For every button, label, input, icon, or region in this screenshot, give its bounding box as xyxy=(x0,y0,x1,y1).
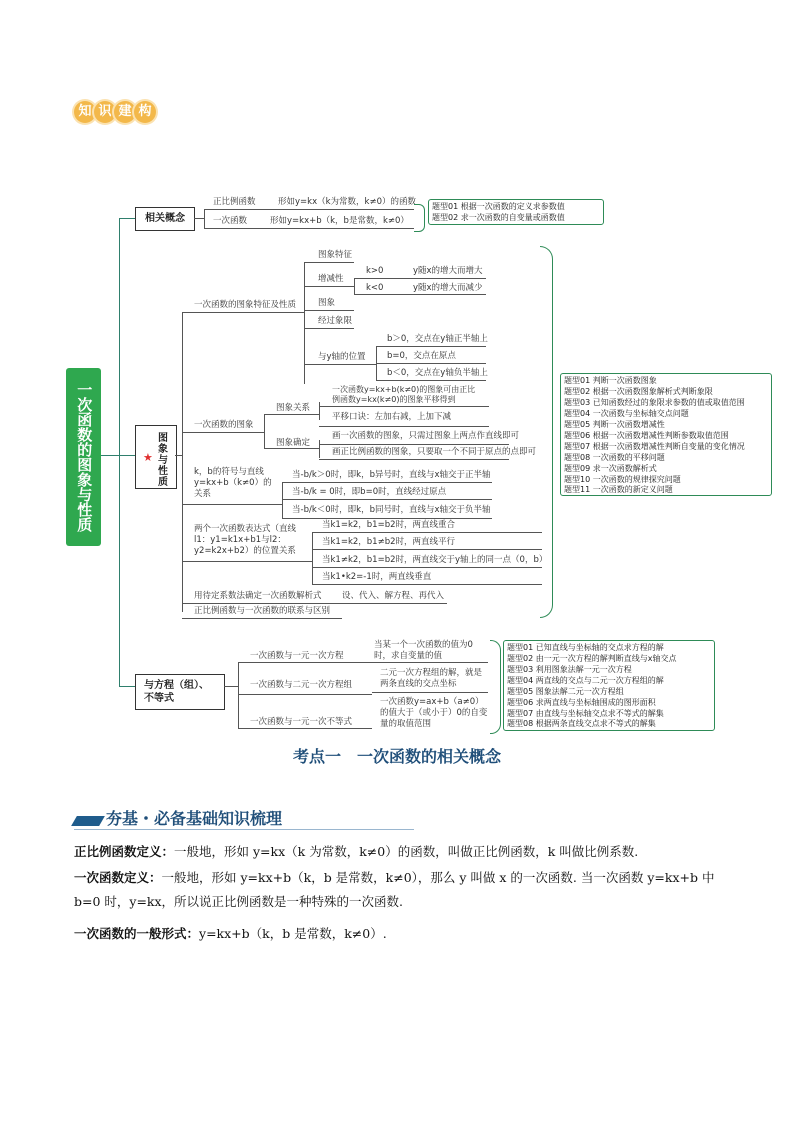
g3-title: k，b的符号与直线y=kx+b（k≠0）的关系 xyxy=(194,467,272,499)
connector xyxy=(182,603,447,604)
connector xyxy=(101,455,119,456)
connector xyxy=(264,414,265,448)
g4-c2: 当k1=k2，b1≠b2时，两直线平行 xyxy=(322,537,456,547)
connector xyxy=(376,363,486,364)
connector xyxy=(119,455,135,456)
g2-rel1: 一次函数y=kx+b(k≠0)的图象可由正比例函数y=kx(k≠0)的图象平移得到 xyxy=(332,385,476,404)
k-negative: k<0 xyxy=(366,283,384,293)
connector xyxy=(194,218,204,219)
g3-c1: 当-b/k＞0时，即k，b异号时，直线与x轴交于正半轴 xyxy=(292,470,491,480)
types-concepts xyxy=(428,199,604,225)
g2-det2: 画正比例函数的图象，只要取一个不同于原点的点即可 xyxy=(332,447,537,457)
badge-char: 建 xyxy=(114,101,136,123)
badge-char: 识 xyxy=(94,101,116,123)
g1-quadrant: 经过象限 xyxy=(318,316,353,326)
g1-title: 一次函数的图象特征及性质 xyxy=(194,300,297,310)
subsection-banner xyxy=(74,806,414,830)
connector xyxy=(238,662,239,728)
connector xyxy=(304,262,305,384)
connector xyxy=(182,312,304,313)
connector xyxy=(182,561,312,562)
eq-r1d: 当某一个一次函数的值为0时，求自变量的值 xyxy=(374,640,473,661)
connector xyxy=(304,364,376,365)
connector xyxy=(319,426,489,427)
connector xyxy=(354,278,355,294)
concept-name: 正比例函数 xyxy=(213,197,256,207)
type-item: 题型10 一次函数的规律探究问题 xyxy=(564,475,681,484)
concept-desc: 形如y=kx+b（k，b是常数，k≠0） xyxy=(270,216,409,226)
g6-title: 正比例函数与一次函数的联系与区别 xyxy=(194,606,331,616)
b-positive: b＞0，交点在y轴正半轴上 xyxy=(387,334,488,344)
g2-det: 图象确定 xyxy=(276,438,311,448)
para-text: 一般地，形如 y=kx（k 为常数，k≠0）的函数，叫做正比例函数，k 叫做比例系数. xyxy=(174,844,639,859)
badge-char: 构 xyxy=(134,101,156,123)
type-item: 题型05 判断一次函数增减性 xyxy=(564,420,665,429)
connector xyxy=(376,346,486,347)
connector xyxy=(319,444,509,445)
connector xyxy=(319,440,320,458)
connector xyxy=(312,567,542,568)
types-graph xyxy=(560,373,772,496)
connector xyxy=(354,294,486,295)
banner-underline xyxy=(74,829,414,830)
connector xyxy=(204,209,414,210)
type-item: 题型02 求一次函数的自变量或函数值 xyxy=(432,213,565,222)
g3-c2: 当-b/k = 0时，即b=0时，直线经过原点 xyxy=(292,487,447,497)
paragraph xyxy=(74,866,734,914)
g4-c4: 当k1•k2=-1时，两直线垂直 xyxy=(322,572,432,582)
connector xyxy=(264,414,319,415)
type-item: 题型01 判断一次函数图象 xyxy=(564,376,657,385)
g2-rel2: 平移口诀：左加右减，上加下减 xyxy=(332,412,452,422)
type-item: 题型06 根据一次函数增减性判断参数取值范围 xyxy=(564,431,729,440)
k-positive: k>0 xyxy=(366,266,384,276)
type-item: 题型09 求一次函数解析式 xyxy=(564,464,657,473)
eq-r1: 一次函数与一元一次方程 xyxy=(250,651,344,661)
connector xyxy=(282,482,492,483)
g5-desc: 设、代入、解方程、再代入 xyxy=(342,591,445,601)
connector xyxy=(119,686,135,687)
banner-text: 夯基・必备基础知识梳理 xyxy=(106,809,283,828)
type-item: 题型07 根据一次函数增减性判断自变量的变化情况 xyxy=(564,442,745,451)
connector xyxy=(312,549,542,550)
connector xyxy=(304,328,354,329)
branch-concepts-label: 相关概念 xyxy=(145,213,185,224)
banner-bar xyxy=(71,816,105,826)
type-item: 题型08 一次函数的平移问题 xyxy=(564,453,665,462)
g1-feature: 图象特征 xyxy=(318,250,353,260)
connector xyxy=(238,728,372,729)
g4-title: 两个一次函数表达式（直线l1：y1=k1x+b1与l2：y2=k2x+b2）的位置关系 xyxy=(194,524,297,556)
connector xyxy=(354,278,486,279)
para-label: 正比例函数定义： xyxy=(74,844,175,859)
connector xyxy=(204,209,205,228)
g4-c3: 当k1≠k2，b1=b2时，两直线交于y轴上的同一点（0，b） xyxy=(322,555,548,565)
connector xyxy=(304,286,354,287)
types-equation xyxy=(503,640,715,731)
k-positive-desc: y随x的增大而增大 xyxy=(413,266,483,276)
connector xyxy=(182,312,183,612)
type-item: 题型11 一次函数的新定义问题 xyxy=(564,485,673,494)
type-item: 题型04 一次函数与坐标轴交点问题 xyxy=(564,409,689,418)
g2-rel: 图象关系 xyxy=(276,403,311,413)
branch-graph-char: 与 xyxy=(158,455,168,466)
g3-c3: 当-b/k＜0时，即k，b同号时，直线与x轴交于负半轴 xyxy=(292,505,491,515)
mindmap-root: 一次函数的图象与性质 xyxy=(66,368,101,546)
branch-graph-char: 性 xyxy=(158,466,168,477)
g2-title: 一次函数的图象 xyxy=(194,420,254,430)
branch-equation-label2: 不等式 xyxy=(144,693,174,704)
para-label: 一次函数定义： xyxy=(74,870,162,885)
g1-mono: 增减性 xyxy=(318,274,344,284)
connector xyxy=(119,218,135,219)
type-item: 题型07 由直线与坐标轴交点求不等式的解集 xyxy=(507,709,664,718)
section-badge xyxy=(74,101,154,123)
g2-det1: 画一次函数的图象，只需过图象上两点作直线即可 xyxy=(332,431,520,441)
type-item: 题型08 根据两条直线交点求不等式的解集 xyxy=(507,719,656,728)
connector xyxy=(175,455,182,456)
type-item: 题型05 图象法解二元一次方程组 xyxy=(507,687,624,696)
type-item: 题型02 根据一次函数图象解析式判断象限 xyxy=(564,387,713,396)
connector xyxy=(304,310,354,311)
branch-equation-label1: 与方程（组）、 xyxy=(144,680,209,691)
badge-char: 知 xyxy=(74,101,96,123)
eq-r2d: 二元一次方程组的解，就是两条直线的交点坐标 xyxy=(380,668,483,689)
concept-desc: 形如y=kx（k为常数，k≠0）的函数 xyxy=(278,197,416,207)
paragraph xyxy=(74,840,734,864)
connector xyxy=(376,380,486,381)
connector xyxy=(312,532,542,533)
branch-concepts xyxy=(135,207,195,231)
type-item: 题型01 根据一次函数的定义求参数值 xyxy=(432,202,565,211)
section-title: 考点一 一次函数的相关概念 xyxy=(292,747,501,766)
type-item: 题型04 两直线的交点与二元一次方程组的解 xyxy=(507,676,664,685)
branch-graph-char: 质 xyxy=(158,477,168,488)
type-item: 题型06 求两直线与坐标轴围成的图形面积 xyxy=(507,698,656,707)
connector xyxy=(282,518,492,519)
connector xyxy=(182,504,282,505)
connector xyxy=(238,694,372,695)
connector xyxy=(319,406,489,407)
connector xyxy=(319,459,509,460)
connector xyxy=(224,686,238,687)
paragraph xyxy=(74,922,734,946)
brace xyxy=(540,246,553,618)
g4-c1: 当k1=k2，b1=b2时，两直线重合 xyxy=(322,520,456,530)
type-item: 题型03 利用图象法解一元一次方程 xyxy=(507,665,632,674)
para-text: y=kx+b（k，b 是常数，k≠0）. xyxy=(199,926,387,941)
connector xyxy=(312,584,542,585)
connector xyxy=(312,532,313,584)
eq-r2: 一次函数与二元一次方程组 xyxy=(250,680,353,690)
g1-ypos: 与y轴的位置 xyxy=(318,352,366,362)
g5-title: 用待定系数法确定一次函数解析式 xyxy=(194,591,322,601)
connector xyxy=(372,692,488,693)
concept-name: 一次函数 xyxy=(213,216,248,226)
eq-r3d: 一次函数y=ax+b（a≠0）的值大于（或小于）0的自变量的取值范围 xyxy=(380,697,488,729)
connector xyxy=(182,618,342,619)
branch-graph-char: 象 xyxy=(158,444,168,455)
connector xyxy=(282,482,283,518)
para-text: 一般地，形如 y=kx+b（k，b 是常数，k≠0），那么 y 叫做 x 的一次函数. 当一次函数 y=kx+b 中 b=0 时，y=kx，所以说正比例函数是一种特殊的一次函数. xyxy=(74,870,715,909)
connector xyxy=(204,228,414,229)
star-icon: ★ xyxy=(143,451,153,464)
connector xyxy=(119,218,120,686)
branch-graph-char: 图 xyxy=(158,433,168,444)
branch-graph xyxy=(135,425,177,489)
connector xyxy=(182,432,264,433)
type-item: 题型03 已知函数经过的象限求参数的值或取值范围 xyxy=(564,398,745,407)
connector xyxy=(282,499,492,500)
branch-equation xyxy=(135,674,225,710)
b-negative: b＜0，交点在y轴负半轴上 xyxy=(387,368,488,378)
connector xyxy=(238,662,372,663)
connector xyxy=(319,402,320,420)
type-item: 题型02 由一元一次方程的解判断直线与x轴交点 xyxy=(507,654,677,663)
brace xyxy=(414,204,425,232)
k-negative-desc: y随x的增大而减少 xyxy=(413,283,483,293)
g1-image: 图象 xyxy=(318,298,336,308)
para-label: 一次函数的一般形式： xyxy=(74,926,200,941)
b-zero: b=0，交点在原点 xyxy=(387,351,456,361)
type-item: 题型01 已知直线与坐标轴的交点求方程的解 xyxy=(507,643,664,652)
connector xyxy=(304,262,354,263)
brace xyxy=(490,640,501,734)
eq-r3: 一次函数与一元一次不等式 xyxy=(250,717,353,727)
connector xyxy=(372,662,488,663)
